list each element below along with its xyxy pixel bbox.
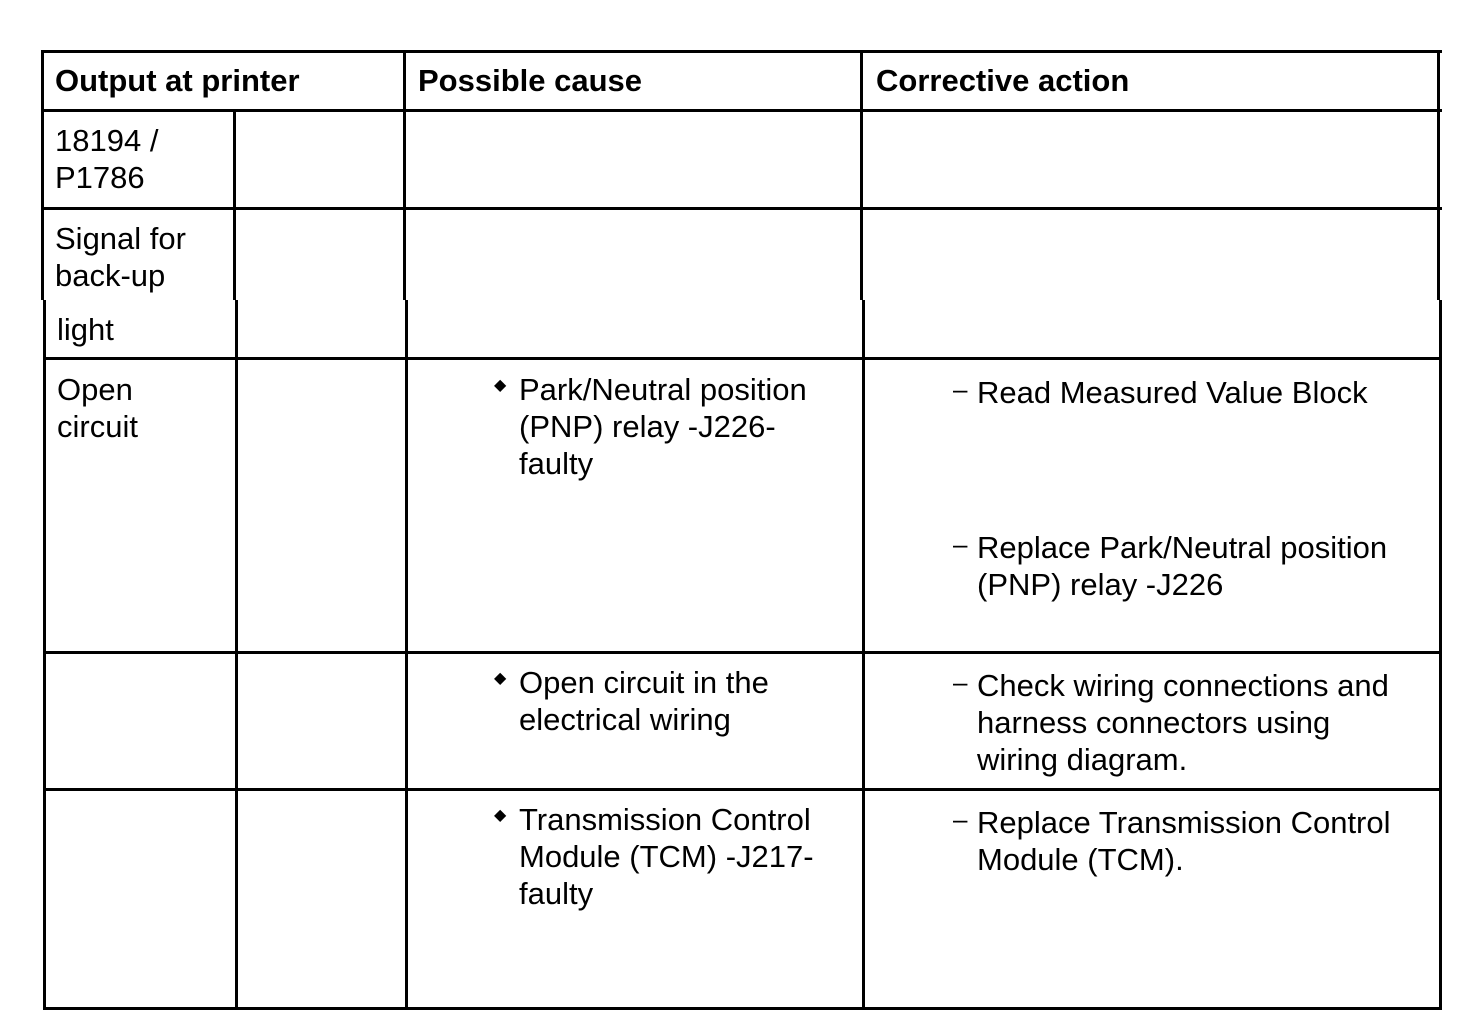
dash-icon: – <box>953 374 968 404</box>
rule-right-lower <box>1439 300 1442 1010</box>
dash-icon: – <box>953 667 968 697</box>
bullet-icon: ◆ <box>494 807 507 824</box>
cause-1-line-1: Park/Neutral position <box>519 372 807 407</box>
fault-code-line-2: P1786 <box>55 160 145 195</box>
signal-line-3: light <box>57 312 114 347</box>
header-output-at-printer: Output at printer <box>55 63 300 98</box>
rule-col3-lower <box>862 300 865 1010</box>
rule-row4-bottom <box>43 651 1442 654</box>
action-4-line-1: Replace Transmission Control <box>977 805 1391 840</box>
rule-left-lower <box>43 300 46 1010</box>
rule-col1a-upper <box>233 109 236 300</box>
rule-col2-lower <box>405 300 408 1010</box>
action-2-line-1: Replace Park/Neutral position <box>977 530 1388 565</box>
action-2-line-2: (PNP) relay -J226 <box>977 567 1224 602</box>
rule-col2-upper <box>403 50 406 300</box>
cause-2-line-1: Open circuit in the <box>519 665 769 700</box>
action-4-line-2: Module (TCM). <box>977 842 1184 877</box>
action-1-line-1: Read Measured Value Block <box>977 375 1368 410</box>
rule-row1-bottom <box>41 207 1442 210</box>
rule-left-upper <box>41 50 44 300</box>
rule-col3-upper <box>860 50 863 300</box>
cause-2-line-2: electrical wiring <box>519 702 731 737</box>
rule-right-upper <box>1437 50 1440 300</box>
signal-line-1: Signal for <box>55 221 186 256</box>
action-3-line-3: wiring diagram. <box>977 742 1188 777</box>
dash-icon: – <box>953 529 968 559</box>
cause-3-line-3: faulty <box>519 876 594 911</box>
rule-col1a-lower <box>235 300 238 1010</box>
cause-3-line-1: Transmission Control <box>519 802 811 837</box>
action-3-line-1: Check wiring connections and <box>977 668 1389 703</box>
signal-line-2: back-up <box>55 258 166 293</box>
header-corrective-action: Corrective action <box>876 63 1130 98</box>
cause-1-line-2: (PNP) relay -J226- <box>519 409 776 444</box>
bullet-icon: ◆ <box>494 670 507 687</box>
header-possible-cause: Possible cause <box>418 63 643 98</box>
rule-row3-bottom <box>43 357 1442 360</box>
dash-icon: – <box>953 804 968 834</box>
cause-3-line-2: Module (TCM) -J217- <box>519 839 814 874</box>
fault-code-line-1: 18194 / <box>55 123 159 158</box>
rule-bottom <box>43 1007 1442 1010</box>
action-3-line-2: harness connectors using <box>977 705 1331 740</box>
bullet-icon: ◆ <box>494 377 507 394</box>
condition-line-2: circuit <box>57 409 138 444</box>
cause-1-line-3: faulty <box>519 446 594 481</box>
rule-row5-bottom <box>43 788 1442 791</box>
rule-top <box>41 50 1442 53</box>
condition-line-1: Open <box>57 372 133 407</box>
rule-header-bottom <box>41 109 1442 112</box>
